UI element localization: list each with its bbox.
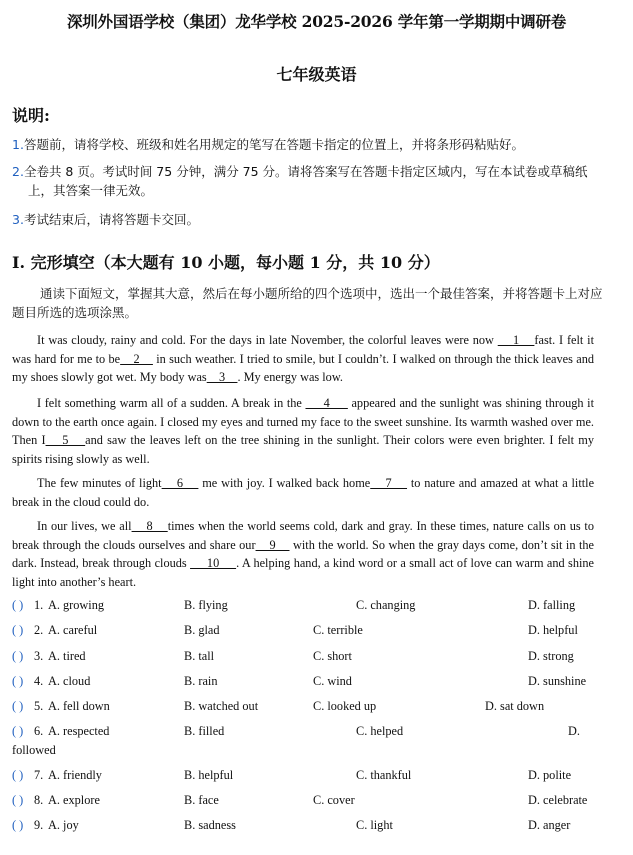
option-d[interactable]: D. falling bbox=[528, 598, 576, 612]
blank-3[interactable]: 3 bbox=[206, 370, 238, 384]
blank-8[interactable]: 8 bbox=[131, 519, 168, 533]
option-a[interactable]: A. cloud bbox=[48, 674, 91, 688]
passage-paragraph: The few minutes of light 6 me with joy. I walked back home 7 to nature and amazed at what a little break in the cloud could do. bbox=[12, 476, 595, 509]
question-row-wrap bbox=[12, 743, 612, 763]
option-b[interactable]: B. sadness bbox=[184, 818, 236, 832]
option-d[interactable]: D. bbox=[568, 724, 580, 738]
answer-paren[interactable]: ( ) bbox=[12, 649, 24, 663]
question-row: ( ) 4. A. cloud B. rain C. wind D. sunshine bbox=[12, 674, 587, 688]
answer-paren[interactable]: ( ) bbox=[12, 724, 24, 738]
option-c[interactable]: C. changing bbox=[356, 598, 416, 612]
section-title: I. 完形填空（本大题有 10 小题，每小题 1 分，共 10 分） bbox=[12, 253, 440, 272]
blank-4[interactable]: 4 bbox=[305, 396, 348, 410]
answer-paren[interactable]: ( ) bbox=[12, 699, 24, 713]
option-b[interactable]: B. flying bbox=[184, 598, 228, 612]
question-row: ( ) 3. A. tired B. tall C. short D. strong bbox=[12, 649, 574, 663]
question-row: ( ) 9. A. joy B. sadness C. light D. anger bbox=[12, 818, 571, 832]
blank-5[interactable]: 5 bbox=[45, 433, 86, 447]
option-a[interactable]: A. fell down bbox=[48, 699, 110, 713]
option-d[interactable]: D. strong bbox=[528, 649, 574, 663]
option-b[interactable]: B. helpful bbox=[184, 768, 234, 782]
option-d[interactable]: D. sunshine bbox=[528, 674, 587, 688]
option-d[interactable]: D. celebrate bbox=[528, 793, 588, 807]
blank-7[interactable]: 7 bbox=[370, 476, 408, 490]
option-c[interactable]: C. cover bbox=[313, 793, 355, 807]
question-row: ( ) 2. A. careful B. glad C. terrible D. helpful bbox=[12, 623, 578, 637]
section-instructions: 通读下面短文，掌握其大意，然后在每小题所给的四个选项中，选出一个最佳答案，并将答题卡上对应题目所选的选项涂黑。 bbox=[12, 286, 603, 320]
blank-2[interactable]: 2 bbox=[120, 351, 153, 366]
option-c[interactable]: C. thankful bbox=[356, 768, 412, 782]
option-b[interactable]: B. filled bbox=[184, 724, 225, 738]
answer-paren[interactable]: ( ) bbox=[12, 818, 24, 832]
option-c[interactable]: C. looked up bbox=[313, 699, 377, 713]
passage-paragraph: In our lives, we all 8 times when the world seems cold, dark and gray. In these times, nature calls on us to break through the clouds ourselves and share our 9 with the world. So when the gray days come, don’t sit in the dark. Instead, break through clouds 10 . A helping hand, a kind word or a small act of love can warm and shine light into another’s heart. bbox=[12, 519, 594, 589]
note-item: 1.答题前，请将学校、班级和姓名用规定的笔写在答题卡指定的位置上，并将条形码粘贴好。 bbox=[12, 137, 524, 152]
answer-paren[interactable]: ( ) bbox=[12, 768, 24, 782]
passage-paragraph: I felt something warm all of a sudden. A break in the 4 appeared and the sunlight was shining through it down to the earth once again. I closed my eyes and turned my face to the sweet sunshine. Its warmth washed over me. Then I 5 and saw the leaves left on the tree shining in the sunlight. Their colors were even brighter. I felt my spirits rising slowly as well. bbox=[12, 396, 595, 466]
option-b[interactable]: B. face bbox=[184, 793, 219, 807]
note-item: 2.全卷共 8 页。考试时间 75 分钟，满分 75 分。请将答案写在答题卡指定区域内，写在本试卷或草稿纸上，其答案一律无效。 bbox=[12, 164, 588, 198]
option-b[interactable]: B. watched out bbox=[184, 699, 259, 713]
question-row: ( ) 6. A. respected B. filled C. helped D. bbox=[12, 724, 580, 738]
option-a[interactable]: A. growing bbox=[48, 598, 105, 612]
passage-paragraph: It was cloudy, rainy and cold. For the days in late November, the colorful leaves were now 1 fast. I felt it was hard for me to be 2 in such weather. I tried to smile, but I couldn’t. I walked on through the thick leaves and my shoes slowly got wet. My body was 3 . My energy was low. bbox=[12, 333, 594, 384]
option-d[interactable]: D. polite bbox=[528, 768, 572, 782]
option-a[interactable]: A. careful bbox=[48, 623, 98, 637]
option-d[interactable]: D. sat down bbox=[485, 699, 545, 713]
option-c[interactable]: C. helped bbox=[356, 724, 404, 738]
question-row: ( ) 8. A. explore B. face C. cover D. celebrate bbox=[12, 793, 588, 807]
option-d[interactable]: D. anger bbox=[528, 818, 571, 832]
option-c[interactable]: C. short bbox=[313, 649, 352, 663]
blank-10[interactable]: 10 bbox=[190, 556, 237, 570]
answer-paren[interactable]: ( ) bbox=[12, 598, 24, 612]
option-a[interactable]: A. explore bbox=[48, 793, 100, 807]
question-row: ( ) 5. A. fell down B. watched out C. looked up D. sat down bbox=[12, 699, 545, 713]
option-c[interactable]: C. terrible bbox=[313, 623, 363, 637]
option-b[interactable]: B. rain bbox=[184, 674, 218, 688]
page-title: 深圳外国语学校（集团）龙华学校 2025-2026 学年第一学期期中调研卷 bbox=[66, 12, 567, 31]
answer-paren[interactable]: ( ) bbox=[12, 623, 24, 637]
option-c[interactable]: C. wind bbox=[313, 674, 352, 688]
option-d[interactable]: D. helpful bbox=[528, 623, 578, 637]
blank-1[interactable]: 1 bbox=[497, 333, 535, 347]
option-a[interactable]: A. friendly bbox=[48, 768, 102, 782]
notes-heading: 说明: bbox=[12, 106, 50, 125]
option-c[interactable]: C. light bbox=[356, 818, 393, 832]
option-a[interactable]: A. respected bbox=[48, 724, 110, 738]
option-b[interactable]: B. glad bbox=[184, 623, 220, 637]
answer-paren[interactable]: ( ) bbox=[12, 674, 24, 688]
blank-6[interactable]: 6 bbox=[161, 476, 199, 490]
question-row: ( ) 1. A. growing B. flying C. changing D. falling bbox=[12, 598, 576, 612]
option-d-wrap[interactable]: followed bbox=[12, 743, 56, 757]
note-item: 3.考试结束后，请将答题卡交回。 bbox=[12, 212, 199, 227]
answer-paren[interactable]: ( ) bbox=[12, 793, 24, 807]
blank-9[interactable]: 9 bbox=[255, 537, 290, 552]
option-b[interactable]: B. tall bbox=[184, 649, 215, 663]
question-row: ( ) 7. A. friendly B. helpful C. thankful D. polite bbox=[12, 768, 572, 782]
option-a[interactable]: A. tired bbox=[48, 649, 86, 663]
page-subtitle: 七年级英语 bbox=[276, 65, 357, 84]
option-a[interactable]: A. joy bbox=[48, 818, 79, 832]
